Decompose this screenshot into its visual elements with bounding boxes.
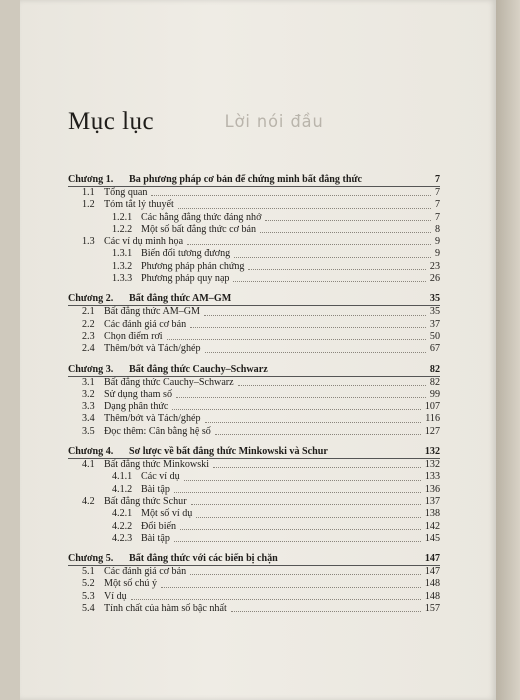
toc-entry-row — [68, 261, 440, 273]
toc-entry-number: 4.2.1 — [112, 508, 133, 520]
toc-entry-page: 37 — [429, 318, 440, 330]
dot-leader — [180, 529, 421, 530]
toc-entry-title: Các ví dụ minh họa — [104, 236, 184, 248]
dot-leader — [167, 339, 426, 340]
toc-entry-page: 127 — [424, 425, 440, 437]
toc-entry-row — [68, 603, 440, 615]
dot-leader — [238, 385, 426, 386]
toc-entry-page: 9 — [434, 248, 440, 260]
toc-entry-page: 26 — [429, 273, 440, 285]
dot-leader — [174, 541, 421, 542]
toc-entry-number: Chương 5. — [68, 553, 114, 565]
toc-entry-title: Ví dụ — [104, 590, 127, 602]
dot-leader — [204, 315, 426, 316]
toc-entry-row — [68, 533, 440, 545]
adjacent-page-edge — [496, 0, 520, 700]
toc-entry-page: 23 — [429, 260, 440, 272]
toc-entry-row — [68, 426, 440, 438]
toc-entry-number: 3.3 — [82, 401, 95, 413]
toc-entry-title: Bất đẳng thức Schur — [104, 495, 187, 507]
dot-leader — [161, 587, 421, 588]
toc-entry-number: 5.3 — [82, 590, 95, 602]
toc-entry-page: 7 — [434, 174, 440, 185]
dot-leader — [265, 220, 431, 221]
toc-entry-row — [68, 389, 440, 401]
toc-entry-number: Chương 4. — [68, 446, 114, 458]
toc-entry-row — [68, 331, 440, 343]
toc-entry-title: Đọc thêm: Cân bằng hệ số — [104, 425, 211, 437]
toc-entry-page: 107 — [424, 401, 440, 413]
toc-entry-row — [68, 566, 440, 578]
toc-entry-number: Chương 3. — [68, 363, 114, 375]
dot-leader — [205, 422, 421, 423]
toc-entry-number: 1.2.1 — [112, 211, 133, 223]
toc-entry-page: 9 — [434, 236, 440, 248]
dot-leader — [190, 327, 426, 328]
toc-entry-row — [68, 248, 440, 260]
toc-entry-title: Một số chú ý — [104, 578, 157, 590]
page-title: Mục lục — [68, 108, 155, 135]
toc-chapter-row — [68, 291, 440, 306]
toc-entry-page: 157 — [424, 603, 440, 615]
dot-leader — [215, 434, 421, 435]
toc-entry-title: Các hằng đẳng thức đáng nhớ — [141, 211, 262, 223]
toc-entry-title: Tóm tắt lý thuyết — [104, 199, 174, 211]
toc-entry-page: 148 — [424, 578, 440, 590]
dot-leader — [196, 517, 421, 518]
toc-entry-title: Bất đẳng thức với các biến bị chặn — [129, 553, 278, 565]
toc-entry-page: 148 — [424, 590, 440, 602]
toc-entry-row — [68, 187, 440, 199]
toc-entry-row — [68, 273, 440, 285]
dot-leader — [234, 257, 431, 258]
toc-entry-title: Một số bất đẳng thức cơ bản — [141, 223, 257, 235]
toc-entry-page: 137 — [424, 495, 440, 507]
toc-entry-row — [68, 377, 440, 389]
toc-entry-number: 1.3.2 — [112, 260, 133, 272]
toc-entry-title: Tổng quan — [104, 187, 148, 198]
toc-entry-title: Dạng phân thức — [104, 401, 169, 413]
toc-entry-number: 1.3.1 — [112, 248, 133, 260]
dot-leader — [191, 504, 421, 505]
toc-chapter-row — [68, 444, 440, 459]
dot-leader — [176, 397, 426, 398]
toc-entry-number: 3.5 — [82, 425, 95, 437]
dot-leader — [190, 574, 421, 575]
toc-entry-page: 147 — [424, 553, 440, 565]
toc-entry-title: Các đánh giá cơ bản — [104, 318, 187, 330]
toc-entry-number: Chương 1. — [68, 174, 114, 185]
toc-chapter-row — [68, 172, 440, 187]
toc-entry-row — [68, 319, 440, 331]
toc-entry-title: Bất đẳng thức AM–GM — [104, 306, 201, 318]
toc-entry-page: 99 — [429, 388, 440, 400]
toc-entry-page: 142 — [424, 520, 440, 532]
toc-entry-title: Bất đẳng thức AM–GM — [129, 293, 232, 305]
toc-entry-title: Các đánh giá cơ bản — [104, 566, 187, 578]
dot-leader — [213, 467, 421, 468]
dot-leader — [233, 281, 426, 282]
toc-chapter-row — [68, 551, 440, 566]
toc-entry-row — [68, 224, 440, 236]
toc-entry-page: 136 — [424, 483, 440, 495]
toc-entry-page: 132 — [424, 446, 440, 458]
toc-entry-row — [68, 199, 440, 211]
dot-leader — [151, 195, 431, 196]
toc-entry-row — [68, 236, 440, 248]
toc-entry-row — [68, 459, 440, 471]
toc-entry-number: 4.1.2 — [112, 483, 133, 495]
toc-entry-number: 1.2.2 — [112, 223, 133, 235]
toc-entry-number: 2.2 — [82, 318, 95, 330]
toc-entry-page: 7 — [434, 187, 440, 198]
toc-entry-title: Các ví dụ — [141, 471, 180, 483]
toc-entry-title: Thêm/bớt và Tách/ghép — [104, 343, 201, 355]
dot-leader — [260, 232, 431, 233]
toc-entry-row — [68, 413, 440, 425]
toc-entry-title: Thêm/bớt và Tách/ghép — [104, 413, 201, 425]
toc-chapter-row — [68, 362, 440, 377]
toc-entry-title: Một số ví dụ — [141, 508, 193, 520]
toc-entry-page: 35 — [429, 293, 440, 305]
toc-entry-title: Bất đẳng thức Cauchy–Schwarz — [104, 376, 234, 388]
toc-entry-number: 4.2.3 — [112, 532, 133, 544]
toc-entry-page: 138 — [424, 508, 440, 520]
toc-entry-page: 116 — [425, 413, 440, 425]
toc-entry-number: 2.1 — [82, 306, 95, 318]
toc-entry-number: 5.1 — [82, 566, 95, 578]
toc-entry-row — [68, 508, 440, 520]
toc-entry-title: Tính chất của hàm số bậc nhất — [104, 603, 227, 615]
toc-entry-title: Biến đổi tương đương — [141, 248, 231, 260]
toc-entry-number: 5.4 — [82, 603, 95, 615]
dot-leader — [248, 269, 426, 270]
toc-entry-title: Bài tập — [141, 532, 170, 544]
toc-entry-row — [68, 306, 440, 318]
toc-entry-number: 1.2 — [82, 199, 95, 211]
dot-leader — [131, 599, 421, 600]
toc-entry-row — [68, 496, 440, 508]
table-of-contents — [68, 172, 440, 615]
toc-entry-page: 8 — [434, 223, 440, 235]
dot-leader — [178, 208, 431, 209]
toc-entry-page: 67 — [429, 343, 440, 355]
toc-entry-page: 35 — [429, 306, 440, 318]
toc-entry-title: Sơ lược về bất đẳng thức Minkowski và Schur — [129, 446, 328, 458]
toc-entry-row — [68, 484, 440, 496]
dot-leader — [187, 244, 431, 245]
dot-leader — [205, 352, 426, 353]
toc-entry-number: 1.3 — [82, 236, 95, 248]
toc-entry-page: 132 — [424, 459, 440, 471]
toc-entry-title: Chọn điểm rơi — [104, 330, 163, 342]
toc-entry-number: 4.2 — [82, 495, 95, 507]
dot-leader — [174, 492, 421, 493]
toc-entry-page: 147 — [424, 566, 440, 578]
dot-leader — [172, 409, 421, 410]
toc-entry-page: 7 — [434, 211, 440, 223]
toc-entry-number: 4.2.2 — [112, 520, 133, 532]
toc-entry-page: 145 — [424, 532, 440, 544]
toc-entry-number: 1.1 — [82, 187, 95, 198]
toc-entry-row — [68, 471, 440, 483]
toc-entry-page: 7 — [434, 199, 440, 211]
dot-leader — [184, 480, 421, 481]
toc-entry-number: 5.2 — [82, 578, 95, 590]
toc-entry-page: 50 — [429, 330, 440, 342]
toc-entry-row — [68, 343, 440, 355]
toc-entry-row — [68, 521, 440, 533]
toc-entry-title: Bất đẳng thức Cauchy–Schwarz — [129, 363, 268, 375]
toc-entry-number: 4.1 — [82, 459, 95, 471]
toc-entry-number: 3.4 — [82, 413, 95, 425]
toc-entry-number: 2.3 — [82, 330, 95, 342]
toc-entry-number: 4.1.1 — [112, 471, 133, 483]
toc-entry-number: 3.1 — [82, 376, 95, 388]
toc-entry-page: 82 — [429, 363, 440, 375]
toc-entry-title: Sử dụng tham số — [104, 388, 172, 400]
toc-entry-row — [68, 578, 440, 590]
dot-leader — [231, 611, 421, 612]
toc-entry-page: 133 — [424, 471, 440, 483]
toc-entry-title: Bất đẳng thức Minkowski — [104, 459, 209, 471]
toc-entry-title: Phương pháp phản chứng — [141, 260, 245, 272]
toc-entry-number: 3.2 — [82, 388, 95, 400]
toc-entry-row — [68, 212, 440, 224]
toc-entry-row — [68, 591, 440, 603]
toc-entry-title: Phương pháp quy nạp — [141, 273, 230, 285]
toc-entry-title: Bài tập — [141, 483, 170, 495]
toc-entry-row — [68, 401, 440, 413]
toc-entry-number: 1.3.3 — [112, 273, 133, 285]
toc-entry-page: 82 — [429, 376, 440, 388]
toc-entry-number: Chương 2. — [68, 293, 114, 305]
bleed-through-text: Lời nói đầu — [224, 112, 324, 132]
toc-entry-title: Ba phương pháp cơ bản để chứng minh bất đẳng thức — [129, 174, 362, 185]
toc-entry-number: 2.4 — [82, 343, 95, 355]
toc-entry-title: Đổi biến — [141, 520, 177, 532]
